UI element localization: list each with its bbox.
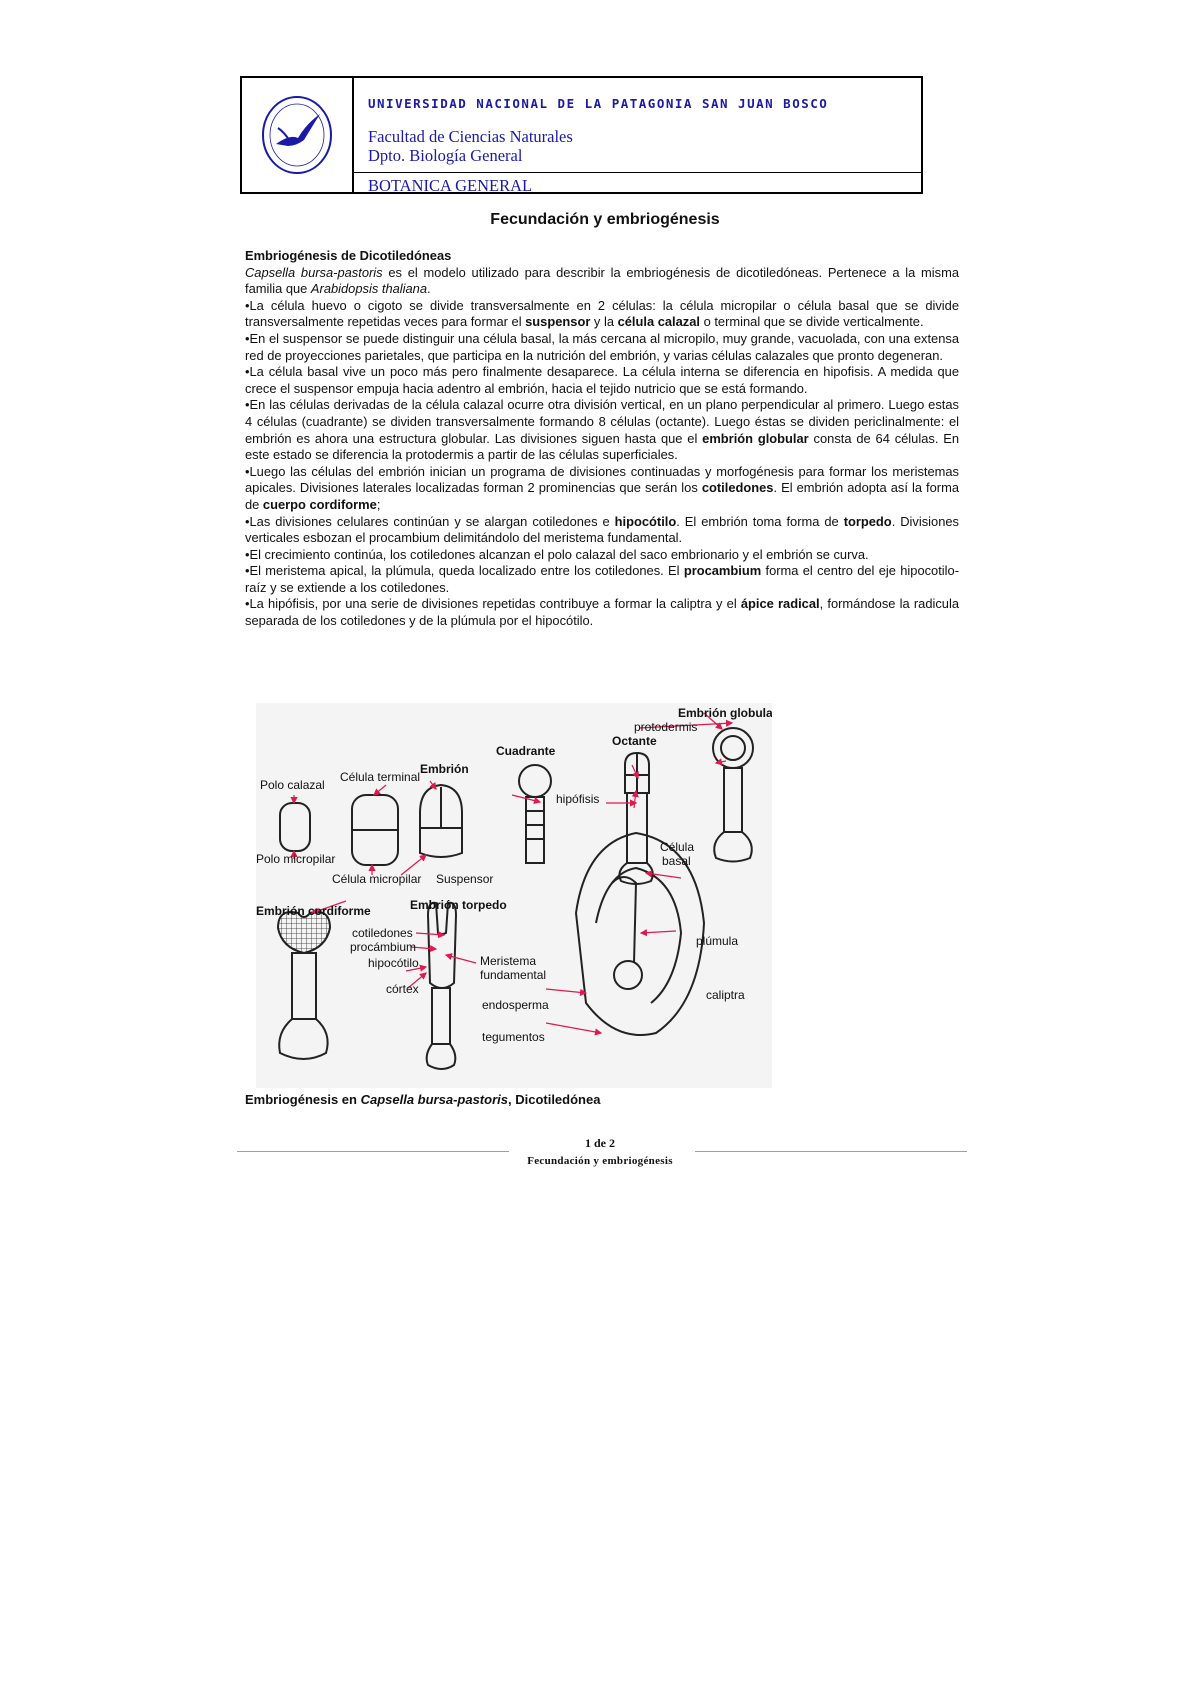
text-run: ápice radical	[740, 596, 820, 612]
text-run: •La célula huevo o cigoto se divide transversalmente en 2 células: la célula micropilar o célula basal que se divide transversalmente repetidas veces para formar el	[245, 297, 959, 330]
embryogenesis-diagram	[256, 703, 772, 1088]
text-run: . El embrión toma forma de	[676, 513, 844, 529]
label-cotiledones: cotiledones	[352, 926, 413, 940]
figure-caption	[245, 1092, 600, 1107]
footer-rule-right	[695, 1151, 967, 1152]
text-run: torpedo	[843, 513, 892, 529]
label-celula-terminal: Célula terminal	[340, 770, 421, 784]
label-embrion-cordiforme: Embrión cordiforme	[256, 904, 371, 918]
text-run: hipocótilo	[614, 513, 677, 529]
document-header	[240, 76, 923, 194]
label-procambium: procámbium	[350, 940, 417, 954]
text-run: embrión globular	[702, 430, 809, 446]
text-run: célula calazal	[617, 314, 700, 330]
text-run: •El crecimiento continúa, los cotiledones alcanzan el polo calazal del saco embrionario y el embrión se curva.	[245, 546, 869, 562]
label-endosperma: endosperma	[482, 998, 549, 1012]
label-plumula: plúmula	[696, 934, 739, 948]
text-run: cotiledones	[701, 480, 774, 496]
label-caliptra: caliptra	[706, 988, 745, 1002]
label-embrion: Embrión	[420, 762, 469, 776]
paragraph-list	[245, 265, 959, 630]
text-run: o terminal que se divide verticalmente.	[700, 314, 924, 330]
label-suspensor: Suspensor	[436, 872, 494, 886]
label-polo-calazal: Polo calazal	[260, 778, 325, 792]
text-run: y la	[590, 314, 618, 330]
label-hipofisis: hipófisis	[556, 792, 600, 806]
paragraph	[245, 364, 959, 397]
paragraph	[245, 397, 959, 463]
text-run: •Luego las células del embrión inician un programa de divisiones continuadas y morfogénesis para formar los meristemas apicales. Divisiones laterales localizadas forman 2 prominencias que serán los	[245, 463, 959, 496]
text-run: forma el centro del eje hipocotilo-raíz y se extiende a los cotiledones.	[245, 563, 959, 595]
text-run: es el modelo utilizado para describir la embriogénesis de dicotiledóneas. Pertenece a la misma familia que	[245, 264, 959, 297]
paragraph	[245, 514, 959, 547]
label-basal: basal	[662, 854, 691, 868]
paragraph	[245, 464, 959, 514]
text-run: cuerpo cordiforme	[262, 496, 377, 512]
footer-title: Fecundación y embriogénesis	[527, 1155, 673, 1167]
text-run: •El meristema apical, la plúmula, queda localizado entre los cotiledones. El	[245, 563, 684, 579]
label-cortex: córtex	[386, 982, 419, 996]
document-body	[245, 248, 959, 630]
label-hipocotilo: hipocótilo	[368, 956, 419, 970]
label-meristema: Meristema	[480, 954, 537, 968]
label-octante: Octante	[612, 734, 657, 748]
text-run: •La célula basal vive un poco más pero finalmente desaparece. La célula interna se diferencia en hipofisis. A medida que crece el suspensor empuja hacia adentro al embrión, hacia el tejido nutricio que se está formando.	[245, 364, 959, 396]
page-title: Fecundación y embriogénesis	[490, 211, 720, 228]
text-run: ;	[376, 496, 381, 512]
paragraph	[245, 547, 959, 564]
zygote-shape	[280, 803, 310, 851]
text-run: procambium	[683, 563, 762, 579]
paragraph	[245, 596, 959, 629]
text-run: . El embrión adopta así la forma de	[245, 480, 959, 512]
label-embrion-globular: Embrión globular	[678, 706, 772, 720]
label-polo-micropilar: Polo micropilar	[256, 852, 336, 866]
quadrant-suspensor	[526, 797, 544, 863]
paragraph	[245, 331, 959, 364]
text-run: •En el suspensor se puede distinguir una célula basal, la más cercana al micropilo, muy grande, vacuolada, con una extensa red de proyecciones parietales, que participa en la nutrición del embrión, y varias células calazales que pronto degeneran.	[245, 330, 959, 363]
text-run: , Dicotiledónea	[507, 1092, 601, 1107]
paragraph	[245, 265, 959, 298]
label-protodermis: protodermis	[634, 720, 698, 734]
text-run: consta de 64 células. En este estado se diferencia la protodermis a partir de las células superficiales.	[245, 430, 959, 463]
label-celula-micropilar: Célula micropilar	[332, 872, 422, 886]
text-run: •En las células derivadas de la célula calazal ocurre otra división vertical, en un plano perpendicular al primero. Luego estas 4 células (cuadrante) se dividen transversalmente formando 8 células (octante). Luego éstas se dividen periclinalmente: el embrión es ahora una estructura globular. Las divisiones siguen hasta que el	[245, 397, 959, 446]
text-run: Embriogénesis en	[245, 1092, 361, 1107]
text-run: Arabidopsis thaliana	[310, 281, 428, 297]
paragraph	[245, 563, 959, 596]
label-embrion-torpedo: Embrión torpedo	[410, 898, 507, 912]
text-run: •Las divisiones celulares continúan y se alargan cotiledones e	[245, 513, 615, 529]
label-fundamental: fundamental	[480, 968, 547, 982]
footer-page-number: 1 de 2	[585, 1136, 615, 1150]
label-cuadrante: Cuadrante	[496, 744, 556, 758]
university-logo	[242, 78, 354, 192]
text-run: Capsella bursa-pastoris	[360, 1092, 508, 1107]
text-run: •La hipófisis, por una serie de divisiones repetidas contribuye a formar la caliptra y el	[245, 596, 741, 612]
label-tegumentos: tegumentos	[482, 1030, 545, 1044]
footer-rule-left	[237, 1151, 509, 1152]
faculty-name: Facultad de Ciencias Naturales	[368, 127, 573, 146]
course-name: BOTANICA GENERAL	[354, 172, 921, 196]
text-run: suspensor	[525, 314, 591, 330]
albatross-logo-icon	[260, 94, 334, 176]
university-name: UNIVERSIDAD NACIONAL DE LA PATAGONIA SAN JUAN BOSCO	[368, 96, 829, 111]
text-run: Capsella bursa-pastoris	[245, 264, 383, 280]
paragraph	[245, 298, 959, 331]
section-heading: Embriogénesis de Dicotiledóneas	[245, 248, 452, 263]
text-run: , formándose la radicula separada de los cotiledones y de la plúmula por el hipocótilo.	[245, 596, 959, 629]
label-celula: Célula	[660, 840, 695, 854]
department-name: Dpto. Biología General	[368, 146, 523, 165]
embryogenesis-figure	[256, 703, 772, 1088]
text-run: . Divisiones verticales esbozan el procambium delimitándolo del meristema fundamental.	[245, 513, 959, 546]
text-run: .	[427, 281, 431, 297]
